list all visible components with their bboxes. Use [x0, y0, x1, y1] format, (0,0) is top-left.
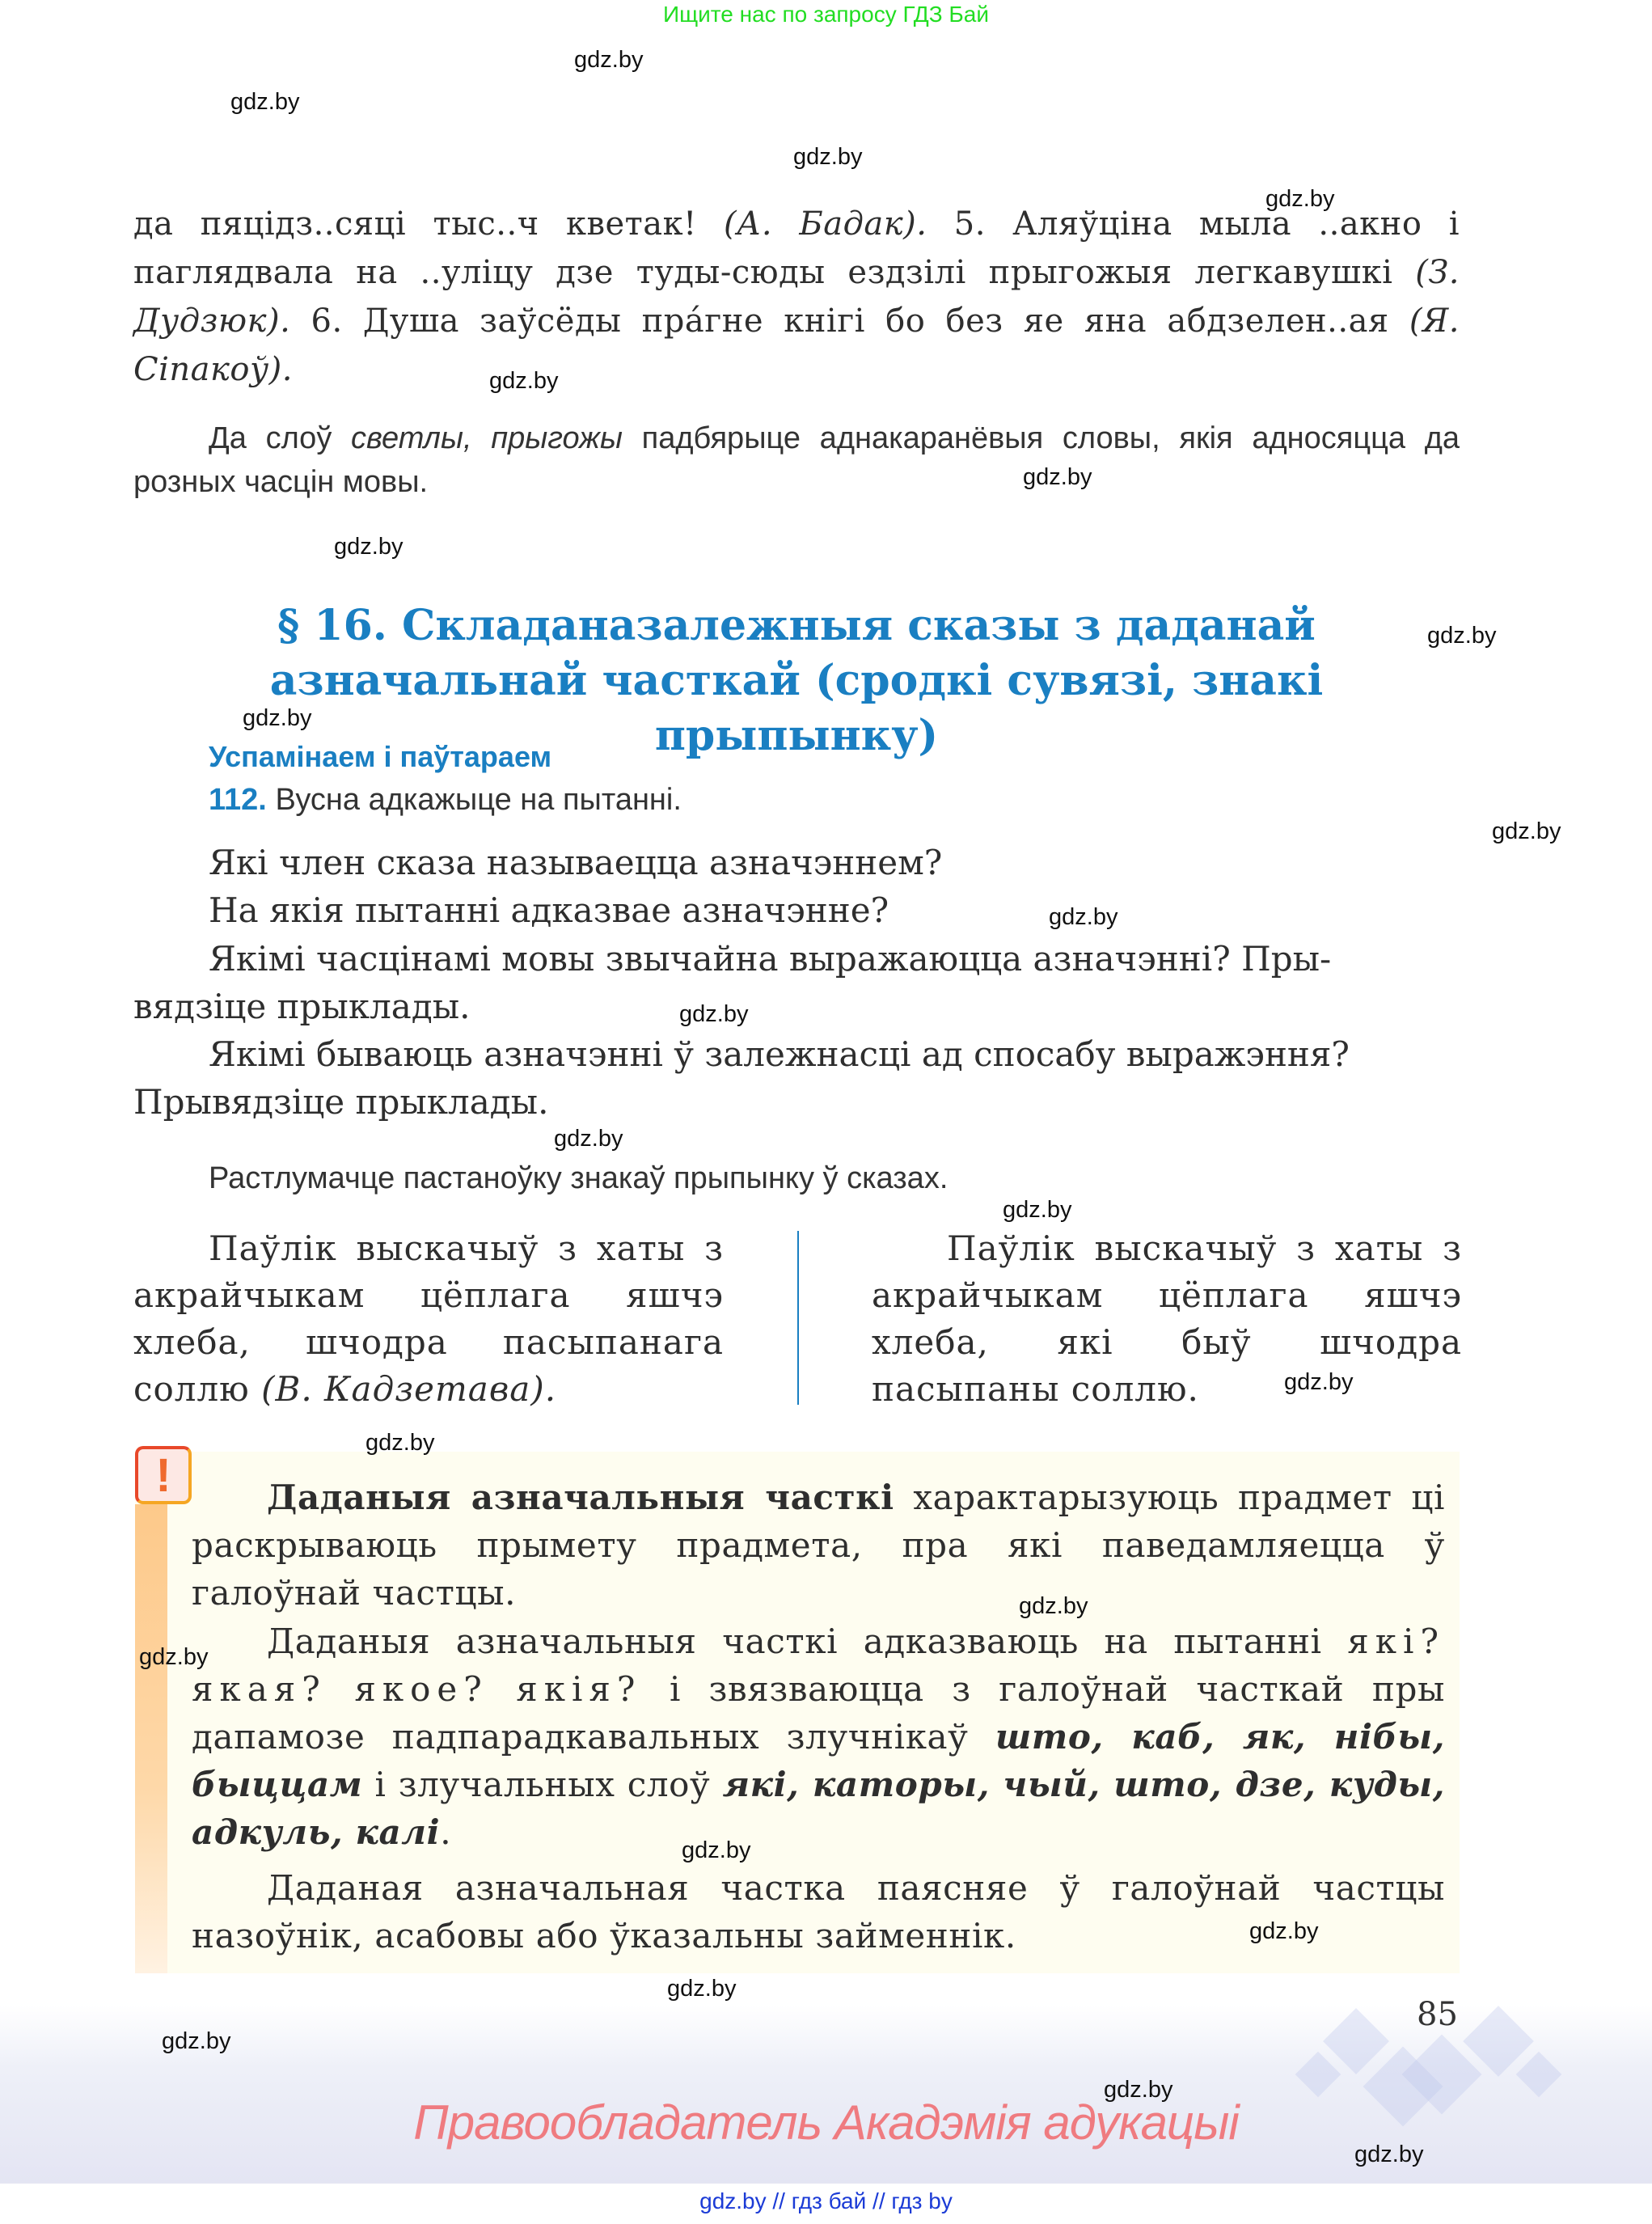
page-number: 85 [1417, 1996, 1458, 2033]
watermark: gdz.by [1049, 904, 1118, 930]
watermark: gdz.by [793, 144, 863, 170]
rule-text: Даданыя азначальныя часткі адказваюць на пытанні [267, 1621, 1348, 1661]
watermark: gdz.by [243, 705, 312, 731]
review-subheading: Успамінаем і паўтараем [209, 740, 552, 773]
question-4: Якімі бываюць азначэнні ў залежнасці ад спосабу выражэння? [209, 1034, 1350, 1074]
watermark: gdz.by [1023, 464, 1092, 490]
watermark: gdz.by [1427, 623, 1497, 649]
extra-task-text: Да слоў [209, 421, 352, 455]
extra-task-text: падбярыце аднакаранёвыя словы, якія адносяцца да розных часцін мовы. [133, 421, 1460, 499]
author-citation: (Я. Сіпакоў). [133, 302, 1460, 388]
watermark: gdz.by [139, 1644, 209, 1670]
rule-paragraph-2 [192, 1617, 1445, 1856]
question-word: якое? [354, 1669, 488, 1709]
watermark: gdz.by [1492, 818, 1561, 844]
watermark: gdz.by [1265, 186, 1335, 212]
watermark: gdz.by [334, 534, 403, 560]
top-banner[interactable]: Ищите нас по запросу ГДЗ Бай [662, 2, 990, 27]
bottom-links[interactable]: gdz.by // гдз бай // гдз by [699, 2188, 953, 2213]
rule-text: . [440, 1812, 452, 1852]
question-word: якія? [516, 1669, 642, 1709]
example-left-text: Паўлік выскачыў з хаты з акрайчыкам цёплага яшчэ хлеба, шчодра пасыпанага соллю [133, 1228, 724, 1409]
exercise-text: 6. Душа заўсёды пра́гне кнігі бо без яе яна абдзелен..ая [290, 302, 1409, 340]
watermark: gdz.by [365, 1430, 435, 1456]
exercise-text: да пяцідз..сяці тыс..ч кветак! [133, 205, 724, 243]
connective-words: які, каторы, чый, што, дзе, куды, адкуль, калі [192, 1765, 1445, 1852]
exclamation-icon: ! [135, 1446, 192, 1504]
question-3-cont: вядзіце прыклады. [133, 987, 471, 1026]
extra-task [133, 416, 1460, 504]
task-112 [209, 783, 682, 818]
conjunctions: што, каб, як, нібы, быццам [192, 1717, 1445, 1804]
section-title [133, 598, 1460, 763]
watermark: gdz.by [1019, 1593, 1088, 1619]
exercise-continuation [133, 200, 1460, 394]
task-instruction: Вусна адкажыце на пытанні. [275, 783, 682, 817]
rule-text: характарызуюць прадмет ці раскрываюць прымету прадмета, пра які паведамляецца ў галоўнай частцы. [192, 1478, 1445, 1613]
question-4-cont: Прывядзіце прыклады. [133, 1082, 549, 1122]
question-word: які? [1347, 1621, 1445, 1661]
punctuation-task: Растлумачце пастаноўку знакаў прыпынку ў сказах. [209, 1161, 949, 1195]
example-left [133, 1225, 724, 1413]
rule-term: Даданыя азначальныя часткі [267, 1478, 894, 1517]
question-1: Які член сказа называецца азначэннем? [209, 843, 943, 882]
author-citation: (З. Дудзюк). [133, 254, 1460, 340]
copyright-notice: Правообладатель Акадэмія адукацыі [413, 2095, 1239, 2150]
watermark: gdz.by [1003, 1197, 1072, 1223]
watermark: gdz.by [682, 1837, 751, 1863]
watermark: gdz.by [554, 1126, 623, 1152]
watermark: gdz.by [1284, 1369, 1354, 1395]
rule-paragraph-3: Даданая азначальная частка паясняе ў галоўнай частцы назоўнік, асабовы або ўказальны займеннік. [192, 1868, 1445, 1956]
question-3: Якімі часцінамі мовы звычайна выражаюцца азначэнні? Пры- [209, 939, 1332, 979]
section-title-line-1: § 16. Складаназалежныя сказы з даданай [277, 601, 1316, 650]
watermark: gdz.by [1249, 1918, 1319, 1944]
rule-text: і звязваюцца з галоўнай часткай пры дапамозе падпарадкавальных злучнікаў [192, 1669, 1446, 1757]
watermark: gdz.by [1354, 2142, 1424, 2167]
question-2: На якія пытанні адказвае азначэнне? [209, 890, 889, 930]
author-citation: (В. Кадзетава). [261, 1369, 557, 1409]
watermark: gdz.by [574, 47, 644, 73]
rule-text: і злучальных слоў [362, 1765, 723, 1804]
watermark: gdz.by [667, 1976, 737, 2002]
extra-task-words: светлы, прыгожы [351, 421, 623, 455]
watermark: gdz.by [489, 368, 559, 394]
task-number: 112. [209, 783, 267, 817]
watermark: gdz.by [230, 89, 300, 115]
watermark: gdz.by [679, 1001, 749, 1027]
rule-paragraph-1 [192, 1474, 1445, 1617]
column-divider [797, 1231, 799, 1405]
watermark: gdz.by [162, 2028, 231, 2054]
example-right: Паўлік выскачыў з хаты з акрайчыкам цёплага яшчэ хлеба, які быў шчодра пасыпаны соллю. [872, 1228, 1462, 1409]
exercise-text: 5. Аляўціна мыла ..акно і паглядвала на ..уліцу дзе туды-сюды ездзілі прыгожыя легкавушкі [133, 205, 1460, 291]
author-citation: (А. Бадак). [723, 205, 927, 243]
question-word: якая? [192, 1669, 327, 1709]
watermark: gdz.by [1104, 2077, 1173, 2103]
section-title-line-2: азначальнай часткай (сродкі сувязі, знакі прыпынку) [269, 656, 1324, 760]
rule-accent-bar [135, 1504, 167, 1973]
